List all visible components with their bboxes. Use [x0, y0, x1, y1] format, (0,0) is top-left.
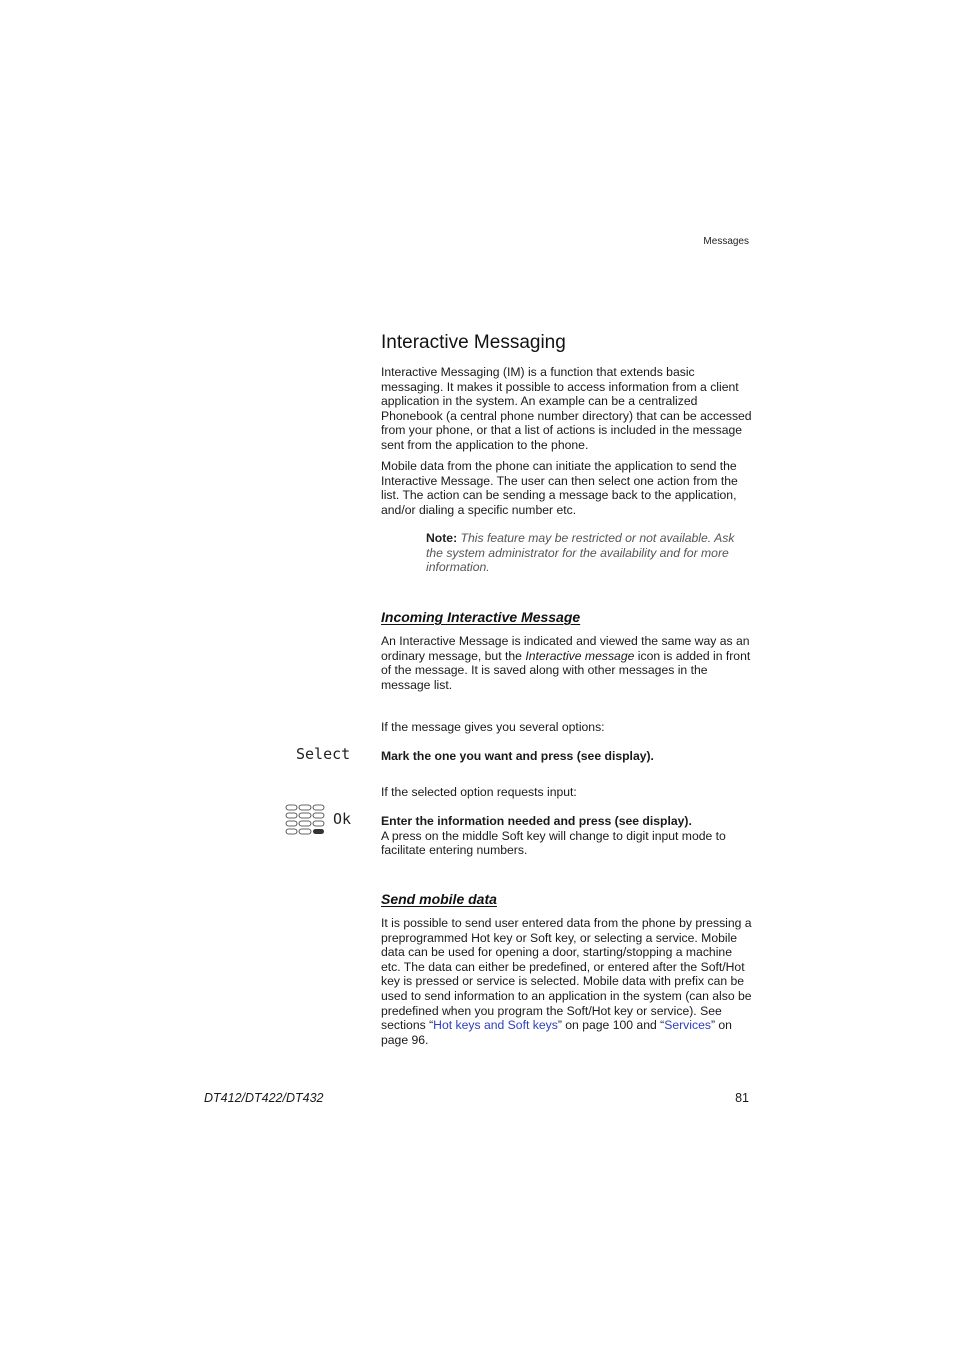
- intro-paragraph-2: Mobile data from the phone can initiate the application to send the Interactive Message. The user can then select one action from the list. The action can be sending a message back to the application, and/or dialing a specific number etc.: [381, 459, 738, 517]
- input-intro: If the selected option requests input:: [381, 785, 577, 799]
- select-softkey-label: Select: [296, 745, 351, 763]
- services-link[interactable]: Services: [664, 1018, 711, 1033]
- select-step-text: Mark the one you want and press (see display).: [381, 749, 654, 763]
- note-text: This feature may be restricted or not available. Ask the system administrator for the availability and for more information.: [426, 531, 735, 575]
- incoming-text-italic: Interactive message: [525, 648, 635, 663]
- page-number: 81: [735, 1091, 749, 1105]
- footer-model: DT412/DT422/DT432: [204, 1091, 324, 1105]
- send-paragraph: [381, 916, 753, 1047]
- hot-soft-keys-link[interactable]: Hot keys and Soft keys: [433, 1018, 558, 1033]
- incoming-text-before: An Interactive Message is indicated and viewed the same way as an ordinary message, but the: [381, 634, 750, 663]
- intro-paragraph-1: Interactive Messaging (IM) is a function that extends basic messaging. It makes it possible to access information from a client application in the system. An example can be a centralized Phonebook (a central phone number directory) that can be accessed from your phone, or that a list of actions is included in the message sent from the application to the phone.: [381, 365, 752, 452]
- select-step: [381, 749, 753, 764]
- ok-softkey-label: Ok: [333, 810, 352, 828]
- input-step-text: Enter the information needed and press (see display).: [381, 814, 692, 828]
- input-step-detail: A press on the middle Soft key will change to digit input mode to facilitate entering numbers.: [381, 828, 726, 858]
- note-label: Note:: [426, 531, 458, 545]
- options-intro: If the message gives you several options:: [381, 720, 605, 734]
- send-text-start: It is possible to send user entered data from the phone by pressing a preprogrammed Hot key or Soft key, or selecting a service. Mobile data can be used for opening a door, starting/stopping a machine etc. The data can either be predefined, or entered after the Soft/Hot key is pressed or service is selected. Mobile data with prefix can be used to send information to an application in the system (can also be predefined when you program the Soft/Hot key or service). See sections “: [381, 916, 752, 1033]
- incoming-text-after: icon is added in front of the message. It is saved along with other messages in the message list.: [381, 648, 751, 692]
- note-block: [426, 531, 746, 575]
- input-step: [381, 814, 753, 858]
- keypad-icon: [285, 804, 327, 838]
- incoming-paragraph: [381, 634, 753, 692]
- send-text-mid: ” on page 100 and “: [557, 1018, 665, 1033]
- running-header: Messages: [703, 236, 749, 247]
- incoming-heading: Incoming Interactive Message: [381, 609, 581, 625]
- send-text-end: ” on page 96.: [381, 1018, 732, 1047]
- send-heading: Send mobile data: [381, 891, 497, 907]
- page-title: Interactive Messaging: [381, 332, 566, 353]
